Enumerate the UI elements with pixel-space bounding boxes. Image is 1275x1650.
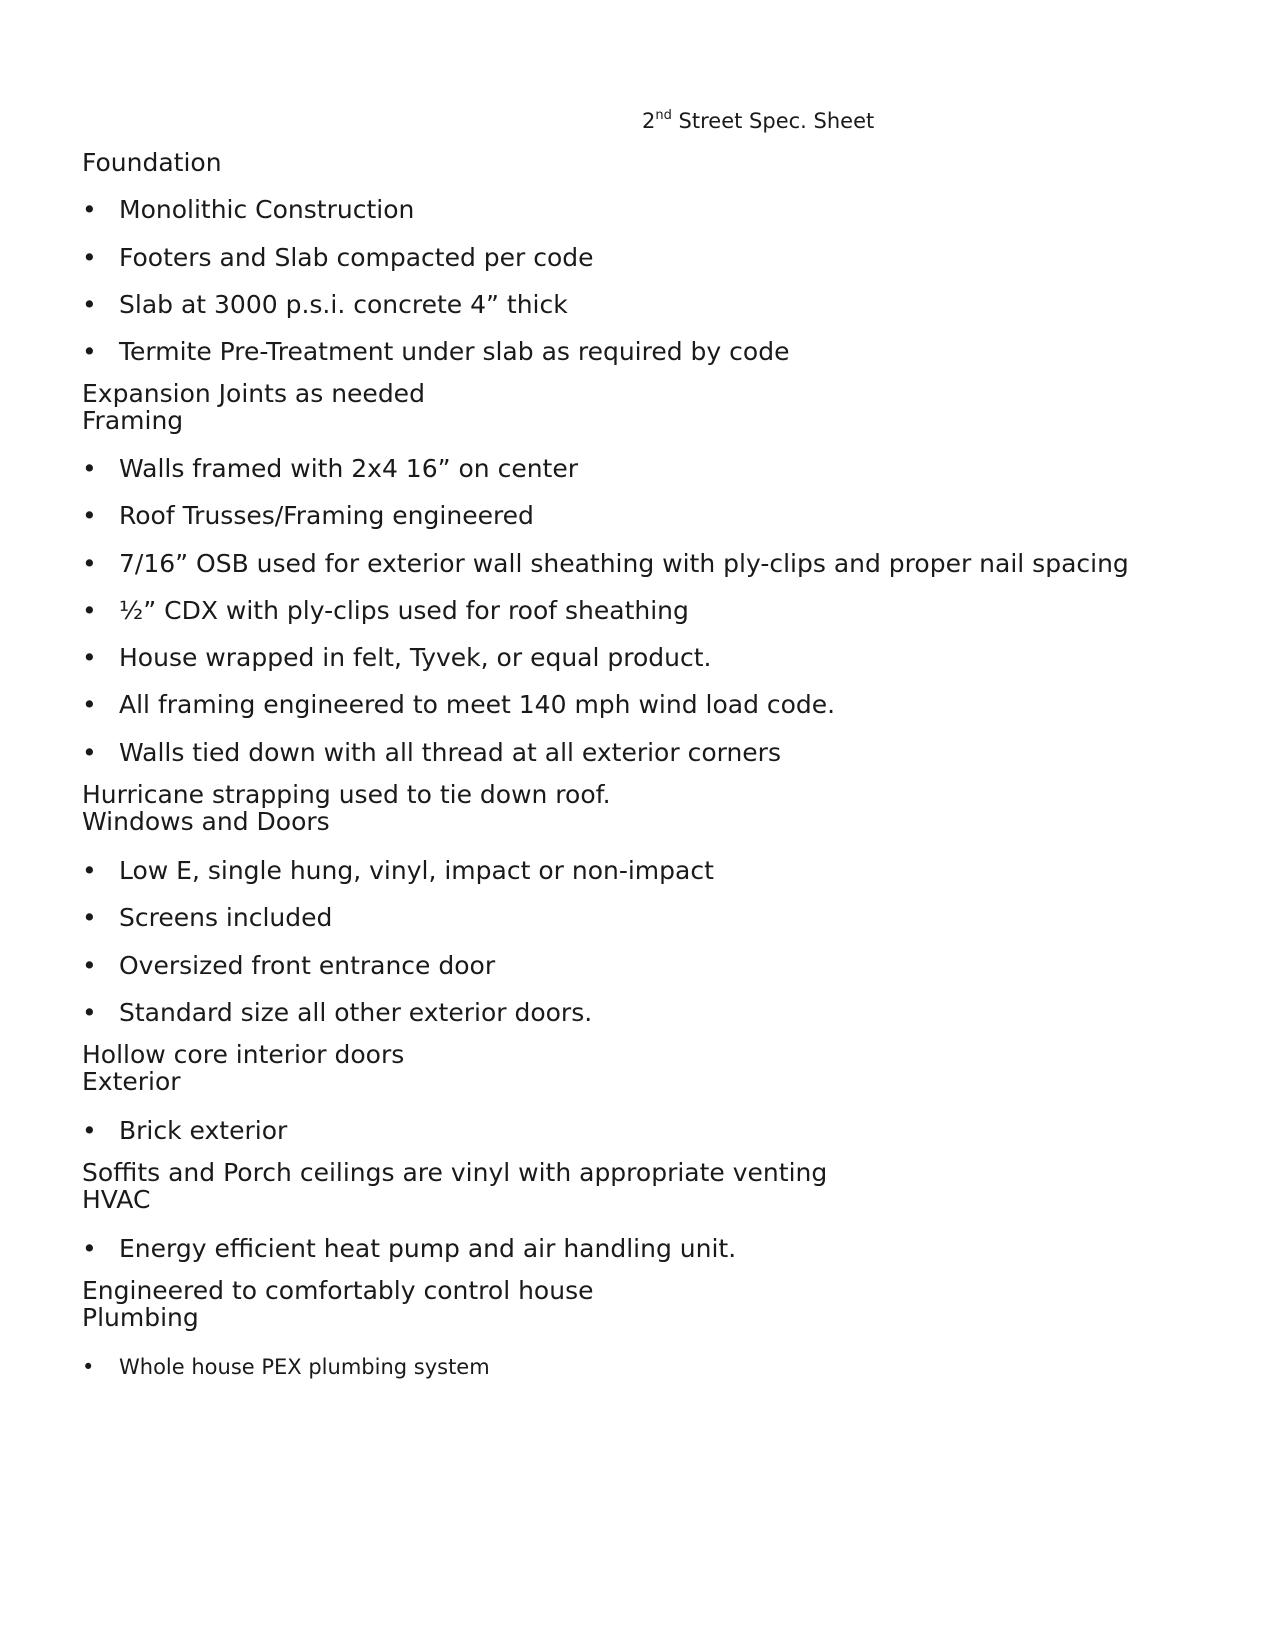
bullet-icon: •	[82, 690, 97, 719]
bullet-icon: •	[82, 1116, 97, 1145]
section-note-exterior: Soffits and Porch ceilings are vinyl with appropriate venting	[82, 1158, 828, 1187]
spec-sheet-page: 2nd Street Spec. Sheet Foundation • Monolithic Construction • Footers and Slab compacted per code • Slab at 3000 p.s.i. concrete 4” thick • Termite Pre-Treatment under slab as required by code Expansion Joints as needed Framing • Walls framed with 2x4 16” on center • Roof Trusses/Framing engineered • 7/16” OSB used for exterior wall sheathing with ply-clips and proper nail spacing • ½” CDX with ply-clips used for roof sheathing • House wrapped in felt, Tyvek, or equal product. • All framing engineered to meet 140 mph wind load code. • Walls tied down with all thread at all exterior corners Hurricane strapping used to tie down roof. Windows and Doors • Low E, single hung, vinyl, impact or non-impact • Screens included • Oversized front entrance door • Standard size all other exterior doors. Hollow core interior doors Exterior • Brick exterior Soffits and Porch ceilings are vinyl with appropriate venting HVAC • Energy efficient heat pump and air handling unit. Engineered to comfortably control house Plumbing • Whole house PEX plumbing system	[0, 0, 1275, 1650]
bullet-icon: •	[82, 951, 97, 980]
bullet-icon: •	[82, 856, 97, 885]
bullet-icon: •	[82, 454, 97, 483]
bullet-icon: •	[82, 195, 97, 224]
bullet-icon: •	[82, 903, 97, 932]
bullet-icon: •	[82, 738, 97, 767]
bullet-icon: •	[82, 501, 97, 530]
bullet-icon: •	[82, 998, 97, 1027]
bullet-icon: •	[82, 1234, 97, 1263]
bullet-icon: •	[82, 243, 97, 272]
section-heading-plumbing: Plumbing	[82, 1303, 199, 1332]
bullet-icon: •	[82, 643, 97, 672]
bullet-icon: •	[82, 290, 97, 319]
section-heading-exterior: Exterior	[82, 1067, 181, 1096]
section-note-framing: Hurricane strapping used to tie down roof.	[82, 780, 611, 809]
bullet-icon: •	[82, 549, 97, 578]
page-title: 2nd Street Spec. Sheet	[642, 108, 875, 133]
bullet-icon: •	[82, 1355, 95, 1379]
section-note-windows-doors: Hollow core interior doors	[82, 1040, 405, 1069]
section-heading-hvac: HVAC	[82, 1185, 151, 1214]
bullet-icon: •	[82, 596, 97, 625]
section-note-foundation: Expansion Joints as needed	[82, 379, 425, 408]
bullet-icon: •	[82, 337, 97, 366]
section-heading-windows-doors: Windows and Doors	[82, 807, 330, 836]
section-note-hvac: Engineered to comfortably control house	[82, 1276, 594, 1305]
section-heading-framing: Framing	[82, 406, 184, 435]
section-heading-foundation: Foundation	[82, 148, 222, 177]
